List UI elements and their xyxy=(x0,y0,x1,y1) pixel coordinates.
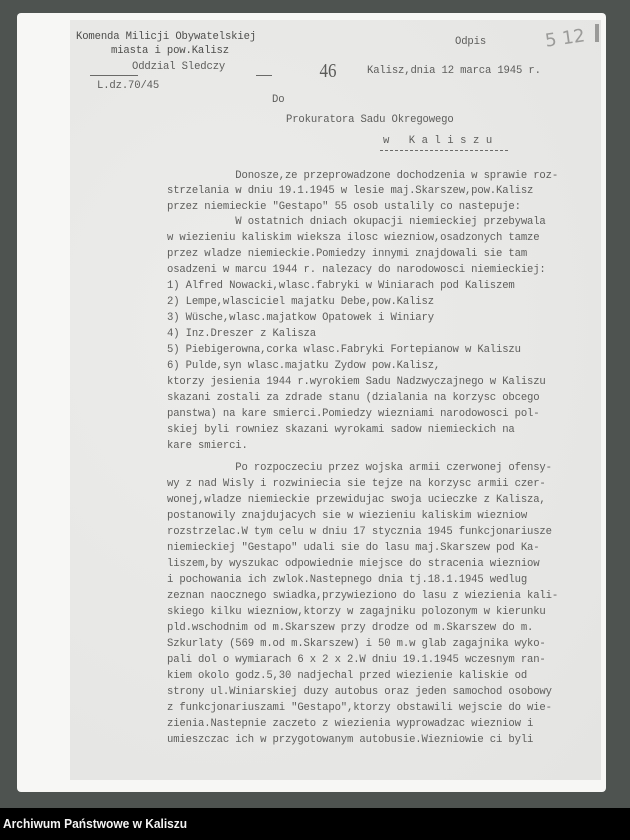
body-line: wonej,wladze niemieckie przewidujac swoja ucieczke z Kalisza, xyxy=(167,494,546,506)
body-line: skiego kilku wiezniow,ktorzy w zagajniku polozonym w kierunku xyxy=(167,606,546,618)
body-line: w wiezieniu kaliskim wieksza ilosc wiezniow,osadzonych tamze xyxy=(167,232,540,244)
body-line: Po rozpoczeciu przez wojska armii czerwonej ofensy- xyxy=(167,462,552,474)
body-line: strony ul.Winiarskiej duzy autobus oraz jeden samochod osobowy xyxy=(167,686,552,698)
body-line: z funkcjonariuszami "Gestapo",ktorzy obstawili wejscie do wie- xyxy=(167,702,552,714)
body-line: ktorzy jesienia 1944 r.wyrokiem Sadu Nadzwyczajnego w Kaliszu xyxy=(167,376,546,388)
header-rule-left xyxy=(90,75,138,76)
body-line: Donosze,ze przeprowadzone dochodzenia w sprawie roz- xyxy=(167,170,559,182)
body-line: postanowily znajdujacych sie w wiezieniu kaliskim wiezniow xyxy=(167,510,528,522)
archive-name: Archiwum Państwowe w Kaliszu xyxy=(3,816,188,831)
addressee-name: Prokuratora Sadu Okregowego xyxy=(286,114,454,126)
list-item-2: 2) Lempe,wlasciciel majatku Debe,pow.Kalisz xyxy=(167,296,434,308)
body-line: strzelania w dniu 19.1.1945 w lesie maj.Skarszew,pow.Kalisz xyxy=(167,185,534,197)
list-item-5: 5) Piebigerowna,corka wlasc.Fabryki Fortepianow w Kaliszu xyxy=(167,344,521,356)
header-rule-right xyxy=(256,75,272,76)
addressee-to: Do xyxy=(272,94,285,106)
body-line: Szkurlaty (569 m.od m.Skarszew) i 50 m.w glab zagajnika wyko- xyxy=(167,638,546,650)
stamp-number: 46 xyxy=(319,60,337,82)
body-line: zeznan naocznego swiadka,przywieziono do lasu z wiezienia kali- xyxy=(167,590,559,602)
body-line: pld.wschodnim od m.Skarszew przy drodze od m.Skarszew do m. xyxy=(167,622,534,634)
list-item-4: 4) Inz.Dreszer z Kalisza xyxy=(167,328,316,340)
body-line: przez wladze niemieckie.Pomiedzy innymi znajdowali sie tam xyxy=(167,248,528,260)
body-line: panstwa) na kare smierci.Pomiedzy wiezniami narodowosci pol- xyxy=(167,408,540,420)
issuer-line-3: Oddzial Sledczy xyxy=(132,61,226,73)
pencil-annotation: 5 12 xyxy=(543,25,587,52)
addressee-place: w Kaliszu xyxy=(383,135,499,147)
body-line: zienia.Nastepnie zaczeto z wiezienia wyprowadzac wiezniow i xyxy=(167,718,534,730)
copy-label: Odpis xyxy=(455,36,487,48)
body-line: kare smierci. xyxy=(167,440,248,452)
body-line: skiej byli rowniez skazani wyrokami sadow niemieckich na xyxy=(167,424,515,436)
page-edge-mark xyxy=(595,24,599,42)
body-line: wy z nad Wisly i rozwiniecia sie tejze na korzysc armii czer- xyxy=(167,478,546,490)
archive-footer xyxy=(0,808,630,840)
body-line: pali dol o wymiarach 6 x 2 x 2.W dniu 19.1.1945 wczesnym ran- xyxy=(167,654,546,666)
body-line: umieszczac ich w przygotowanym autobusie.Wiezniowie ci byli xyxy=(167,734,534,746)
body-line: W ostatnich dniach okupacji niemieckiej przebywala xyxy=(167,216,546,228)
body-line: liszem,by wyszukac odpowiednie miejsce do stracenia wiezniow xyxy=(167,558,540,570)
body-line: osadzeni w marcu 1944 r. nalezacy do narodowosci niemieckiej: xyxy=(167,264,546,276)
body-line: przez niemieckie "Gestapo" 55 osob ustalily co nastepuje: xyxy=(167,201,521,213)
issuer-line-1: Komenda Milicji Obywatelskiej xyxy=(76,31,257,43)
body-line: rozstrzelac.W tym celu w dniu 17 stycznia 1945 funkcjonariusze xyxy=(167,526,552,538)
list-item-1: 1) Alfred Nowacki,wlasc.fabryki w Winiarach pod Kaliszem xyxy=(167,280,515,292)
reference-number: L.dz.70/45 xyxy=(97,80,160,92)
list-item-6: 6) Pulde,syn wlasc.majatku Zydow pow.Kalisz, xyxy=(167,360,441,372)
list-item-3: 3) Wüsche,wlasc.majatkow Opatowek i Winiary xyxy=(167,312,434,324)
body-line: niemieckiej "Gestapo" udali sie do lasu maj.Skarszew pod Ka- xyxy=(167,542,540,554)
body-line: skazani zostali za zdrade stanu (dzialania na korzysc obcego xyxy=(167,392,540,404)
body-line: i pochowania ich zwlok.Nastepnego dnia tj.18.1.1945 wedlug xyxy=(167,574,528,586)
issuer-line-2: miasta i pow.Kalisz xyxy=(111,45,229,57)
place-date: Kalisz,dnia 12 marca 1945 r. xyxy=(367,65,541,77)
addressee-underline xyxy=(380,150,508,151)
body-line: kiem okolo godz.5,30 nadjechal przed wiezienie kaliskie od xyxy=(167,670,528,682)
